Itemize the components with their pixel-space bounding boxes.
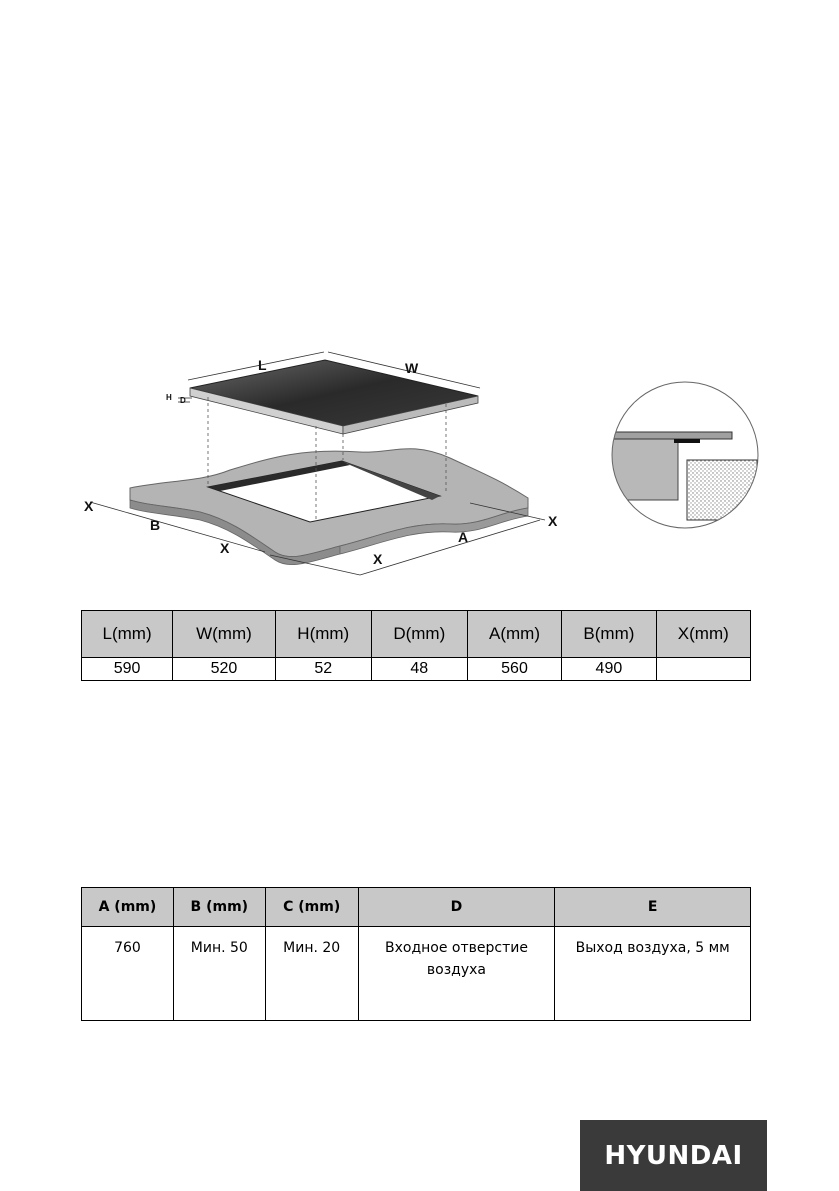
label-d: D (180, 396, 186, 405)
value-x (656, 658, 750, 681)
header-a: A(mm) (467, 611, 561, 658)
label-x-left: X (84, 498, 94, 514)
ventilation-table (81, 887, 751, 1021)
header-h: H(mm) (275, 611, 371, 658)
value-a: 560 (467, 658, 561, 681)
brand-logo: HYUNDAI (580, 1120, 767, 1191)
label-b: B (150, 517, 161, 533)
value-h: 52 (275, 658, 371, 681)
vent-header-d: D (358, 888, 555, 927)
vent-value-b: Мин. 50 (173, 927, 265, 1021)
header-x: X(mm) (656, 611, 750, 658)
label-x-right: X (548, 513, 558, 529)
dimensions-value-row (82, 658, 751, 681)
vent-header-a: A (mm) (82, 888, 174, 927)
header-d: D(mm) (371, 611, 467, 658)
ventilation-header-row (82, 888, 751, 927)
installation-diagram (60, 340, 780, 580)
vent-header-e: E (555, 888, 751, 927)
value-w: 520 (173, 658, 276, 681)
vent-header-b: B (mm) (173, 888, 265, 927)
value-b: 490 (562, 658, 656, 681)
label-x-bottom-left: X (220, 540, 230, 556)
section-detail-circle (610, 380, 770, 540)
label-l: L (258, 357, 267, 373)
vent-header-c: C (mm) (265, 888, 358, 927)
vent-value-e: Выход воздуха, 5 мм (555, 927, 751, 1021)
vent-value-a: 760 (82, 927, 174, 1021)
dimensions-header-row (82, 611, 751, 658)
label-w: W (405, 360, 419, 376)
value-l: 590 (82, 658, 173, 681)
header-b: B(mm) (562, 611, 656, 658)
ventilation-value-row (82, 927, 751, 1021)
vent-value-c: Мин. 20 (265, 927, 358, 1021)
value-d: 48 (371, 658, 467, 681)
dimensions-table (81, 610, 751, 681)
header-w: W(mm) (173, 611, 276, 658)
vent-value-d: Входное отверстие воздуха (358, 927, 555, 1021)
countertop (130, 449, 528, 565)
label-h: H (166, 393, 172, 402)
header-l: L(mm) (82, 611, 173, 658)
label-a: A (458, 529, 469, 545)
cooktop-cutout-diagram (60, 340, 780, 580)
label-x-bottom: X (373, 551, 383, 567)
